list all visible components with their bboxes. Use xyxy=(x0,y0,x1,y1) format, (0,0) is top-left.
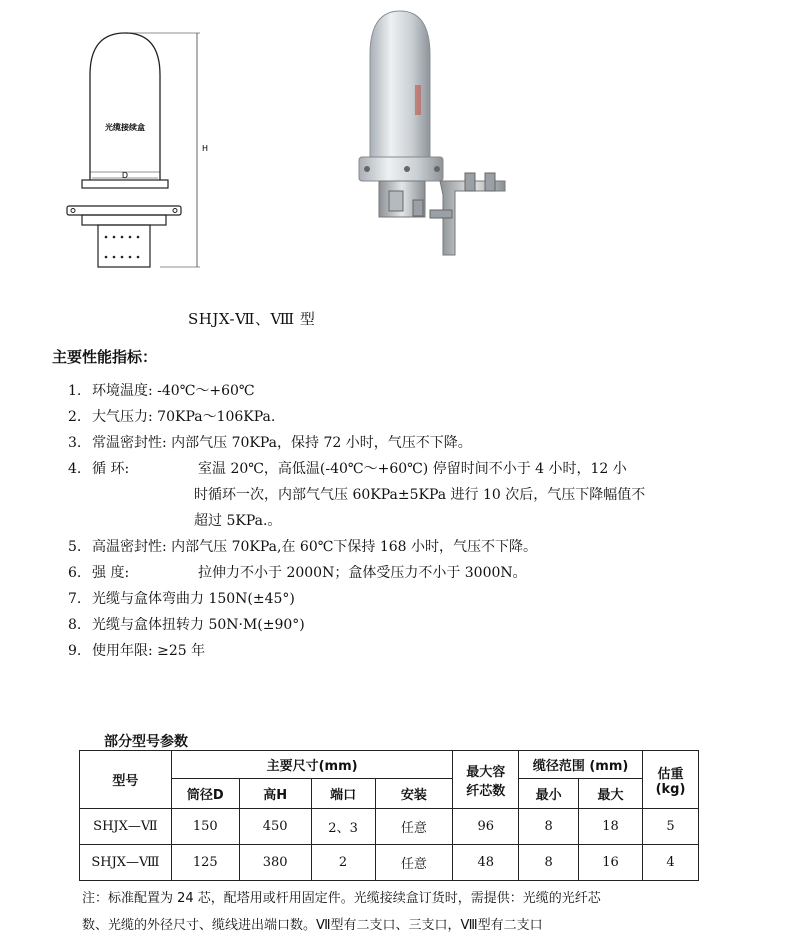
spec-number: 1. xyxy=(68,383,82,399)
spec-label: 循 环: xyxy=(92,461,130,477)
cell-cores: 96 xyxy=(453,809,519,845)
spec-text: 使用年限: ≥25 年 xyxy=(92,643,206,659)
table-row xyxy=(80,845,699,881)
spec-number: 3. xyxy=(68,435,82,451)
cell-max: 18 xyxy=(579,809,643,845)
cell-ports: 2、3 xyxy=(311,809,375,845)
spec-item-4 xyxy=(68,459,129,479)
spec-item-8 xyxy=(68,615,305,635)
cell-weight: 5 xyxy=(643,809,699,845)
header-main-dimensions: 主要尺寸(mm) xyxy=(171,751,452,779)
spec-number: 2. xyxy=(68,409,82,425)
spec-item-9 xyxy=(68,641,205,661)
spec-item-6 xyxy=(68,563,129,583)
spec-number: 5. xyxy=(68,539,82,555)
header-cable-range: 缆径范围 (mm) xyxy=(519,751,643,779)
header-height: 高H xyxy=(239,779,311,809)
header-weight: 估重 (kg) xyxy=(643,751,699,809)
cell-install: 任意 xyxy=(375,809,453,845)
model-params-table xyxy=(79,750,699,881)
cell-min: 8 xyxy=(519,809,579,845)
spec-item-4-line-3: 超过 5KPa.。 xyxy=(194,513,282,529)
cell-weight: 4 xyxy=(643,845,699,881)
header-install: 安装 xyxy=(375,779,453,809)
header-ports: 端口 xyxy=(311,779,375,809)
spec-number: 9. xyxy=(68,643,82,659)
header-model: 型号 xyxy=(80,751,172,809)
cell-height: 450 xyxy=(239,809,311,845)
cell-min: 8 xyxy=(519,845,579,881)
spec-item-6-text: 拉伸力不小于 2000N；盒体受压力不小于 3000N。 xyxy=(198,565,527,581)
spec-item-1 xyxy=(68,381,255,401)
cell-model: SHJX—Ⅷ xyxy=(80,845,172,881)
cell-ports: 2 xyxy=(311,845,375,881)
closure-technical-drawing xyxy=(60,25,220,275)
note-line-1: 注：标准配置为 24 芯，配塔用或杆用固定件。光缆接续盒订货时，需提供：光缆的光纤芯 xyxy=(82,891,601,906)
dimension-d-label: D xyxy=(121,171,129,180)
spec-text: 大气压力: 70KPa～106KPa. xyxy=(92,409,276,425)
spec-text: 环境温度: -40℃～+60℃ xyxy=(92,383,255,399)
drawing-product-label: 光缆接续盒 xyxy=(105,123,145,132)
note-line-2: 数、光缆的外径尺寸、缆线进出端口数。Ⅶ型有二支口、三支口，Ⅷ型有二支口 xyxy=(82,918,543,933)
header-max: 最大 xyxy=(579,779,643,809)
dimension-h-label: H xyxy=(202,144,209,153)
spec-item-3 xyxy=(68,433,472,453)
cell-diameter: 150 xyxy=(171,809,239,845)
header-max-capacity: 最大容 纤芯数 xyxy=(453,751,519,809)
header-min: 最小 xyxy=(519,779,579,809)
spec-text: 常温密封性: 内部气压 70KPa，保持 72 小时，气压不下降。 xyxy=(92,435,472,451)
spec-number: 4. xyxy=(68,461,82,477)
cell-diameter: 125 xyxy=(171,845,239,881)
spec-text: 光缆与盒体弯曲力 150N(±45°) xyxy=(92,591,295,607)
cell-height: 380 xyxy=(239,845,311,881)
product-model-title: SHJX-Ⅶ、Ⅷ 型 xyxy=(188,310,316,328)
cell-install: 任意 xyxy=(375,845,453,881)
spec-item-7 xyxy=(68,589,295,609)
cell-cores: 48 xyxy=(453,845,519,881)
spec-number: 6. xyxy=(68,565,82,581)
spec-item-5 xyxy=(68,537,537,557)
spec-item-2 xyxy=(68,407,275,427)
performance-specs-heading: 主要性能指标： xyxy=(52,348,158,366)
spec-text: 光缆与盒体扭转力 50N·M(±90°) xyxy=(92,617,305,633)
spec-number: 7. xyxy=(68,591,82,607)
table-row xyxy=(80,809,699,845)
header-diameter: 筒径D xyxy=(171,779,239,809)
spec-number: 8. xyxy=(68,617,82,633)
cell-model: SHJX—Ⅶ xyxy=(80,809,172,845)
spec-item-4-line-1: 室温 20℃，高低温(-40℃～+60℃) 停留时间不小于 4 小时，12 小 xyxy=(198,461,627,477)
product-photo xyxy=(345,5,520,270)
spec-label: 强 度: xyxy=(92,565,130,581)
spec-item-4-line-2: 时循环一次，内部气气压 60KPa±5KPa 进行 10 次后，气压下降幅值不 xyxy=(194,487,646,503)
spec-text: 高温密封性: 内部气压 70KPa,在 60℃下保持 168 小时，气压不下降。 xyxy=(92,539,538,555)
cell-max: 16 xyxy=(579,845,643,881)
model-params-heading: 部分型号参数 xyxy=(104,734,188,750)
